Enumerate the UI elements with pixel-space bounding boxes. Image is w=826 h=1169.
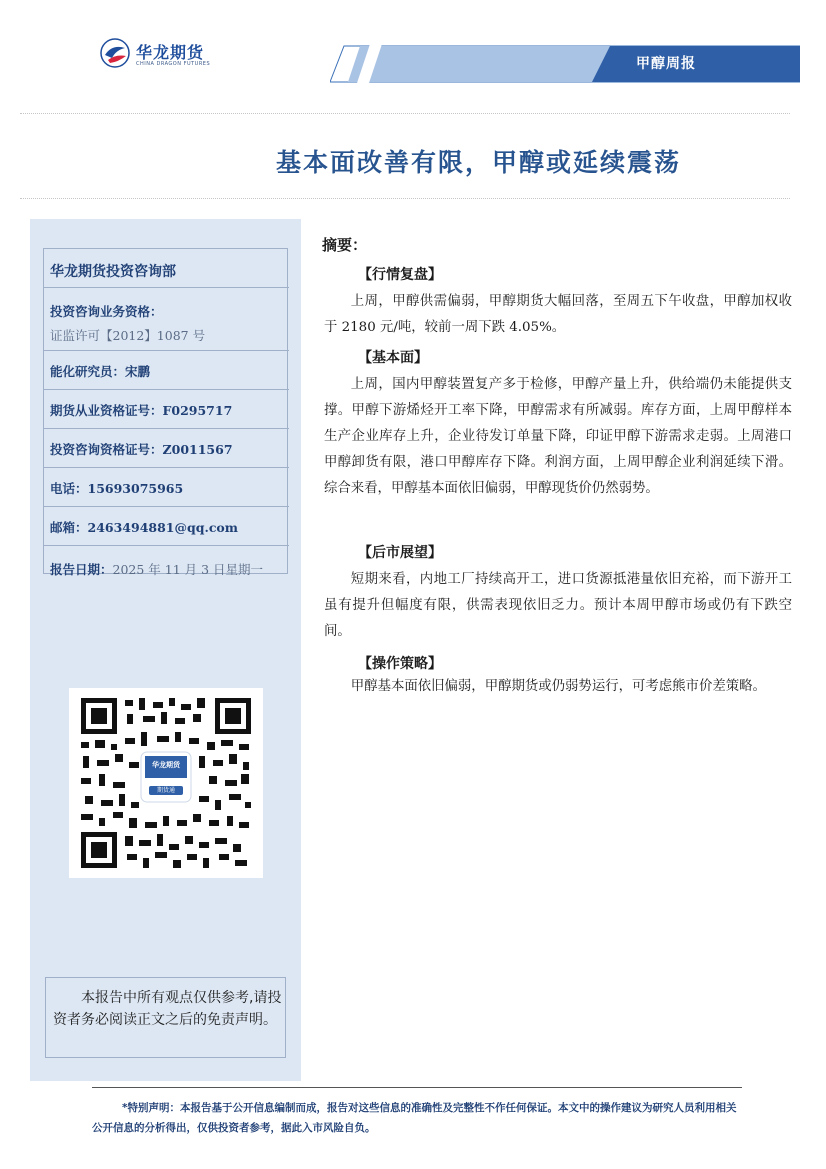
section-heading-fundamentals: 【基本面】: [358, 350, 428, 366]
analyst-name: 宋鹏: [125, 364, 151, 379]
department-name: 华龙期货投资咨询部: [50, 264, 176, 280]
report-date-value: 2025 年 11 月 3 日星期一: [112, 562, 264, 577]
row-divider: [43, 545, 289, 546]
page-title: 基本面改善有限，甲醇或延续震荡: [276, 148, 682, 177]
phone-value[interactable]: 15693075965: [87, 481, 184, 496]
email-label: 邮箱：: [50, 520, 88, 535]
title-divider: [20, 198, 790, 199]
email-row: [50, 518, 238, 536]
futures-cert-value: F0295717: [162, 403, 233, 418]
row-divider: [43, 389, 289, 390]
summary-heading: 摘要：: [322, 236, 368, 254]
futures-cert-label: 期货从业资格证号：: [50, 403, 163, 418]
row-divider: [43, 350, 289, 351]
consult-cert-label: 投资咨询资格证号：: [50, 442, 163, 457]
section-heading-strategy: 【操作策略】: [358, 656, 442, 672]
qr-badge-top: 华龙期货: [152, 761, 180, 769]
report-date-row: [50, 560, 263, 578]
phone-label: 电话：: [50, 481, 88, 496]
consult-cert-row: [50, 440, 233, 458]
row-divider: [43, 428, 289, 429]
qualification-label: 投资咨询业务资格：: [50, 304, 163, 319]
email-value[interactable]: 2463494881@qq.com: [87, 520, 238, 535]
consult-cert-value: Z0011567: [162, 442, 233, 457]
section-heading-outlook: 【后市展望】: [358, 545, 442, 561]
qr-code-icon: [69, 688, 263, 878]
qr-code[interactable]: [69, 688, 263, 878]
logo-text-cn: 华龙期货: [136, 43, 205, 62]
analyst-row: [50, 362, 150, 380]
qr-badge-bottom: 期货通: [149, 786, 183, 795]
section-heading-market-review: 【行情复盘】: [358, 267, 442, 283]
paragraph-outlook: 短期来看，内地工厂持续高开工，进口货源抵港量依旧充裕，而下游开工虽有提升但幅度有限，供需表现依旧乏力。预计本周甲醇市场或仍有下跌空间。: [324, 572, 792, 639]
row-divider: [43, 287, 289, 288]
logo-text-en: CHINA DRAGON FUTURES: [136, 61, 211, 67]
analyst-label: 能化研究员：: [50, 364, 126, 379]
footer-divider: [92, 1087, 742, 1088]
header-divider: [20, 113, 790, 114]
company-logo: [100, 36, 220, 76]
dragon-logo-icon: [100, 38, 130, 68]
footer-disclaimer: *特别声明：本报告基于公开信息编制而成，报告对这些信息的准确性及完整性不作任何保证。本文中的操作建议为研究人员利用相关公开信息的分析得出，仅供投资者参考，据此入市风险自负。: [92, 1102, 737, 1134]
phone-row: [50, 479, 183, 497]
report-date-label: 报告日期：: [50, 562, 113, 577]
paragraph-fundamentals: 上周，国内甲醇装置复产多于检修，甲醇产量上升，供给端仍未能提供支撑。甲醇下游烯烃开工率下降，甲醇需求有所减弱。库存方面，上周甲醇样本生产企业库存上升，企业待发订单量下降，印证甲醇下游需求走弱。上周港口甲醇卸货有限，港口甲醇库存下降。利润方面，上周甲醇企业利润延续下滑。综合来看，甲醇基本面依旧偏弱，甲醇现货价仍然弱势。: [324, 377, 792, 496]
report-type-banner: [330, 42, 800, 88]
row-divider: [43, 506, 289, 507]
futures-cert-row: [50, 401, 232, 419]
paragraph-market-review: 上周，甲醇供需偏弱，甲醇期货大幅回落，至周五下午收盘，甲醇加权收于 2180 元/吨，较前一周下跌 4.05%。: [324, 294, 792, 335]
report-type-label: 甲醇周报: [636, 56, 696, 72]
qualification-value: 证监许可【2012】1087 号: [50, 328, 206, 343]
paragraph-strategy: 甲醇基本面依旧偏弱，甲醇期货或仍弱势运行，可考虑熊市价差策略。: [350, 679, 766, 694]
sidebar-disclaimer: 本报告中所有观点仅供参考,请投资者务必阅读正文之后的免责声明。: [53, 990, 282, 1028]
row-divider: [43, 467, 289, 468]
